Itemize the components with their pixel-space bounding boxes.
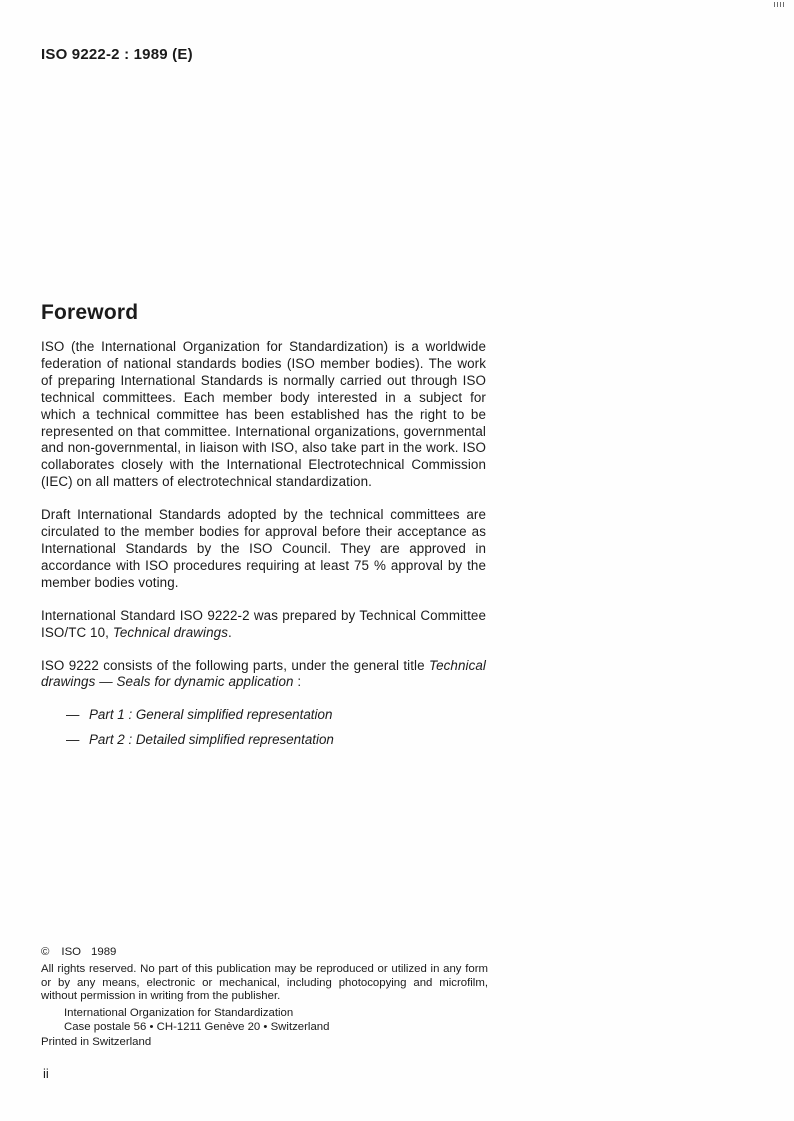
parts-list — [41, 707, 486, 749]
parts-intro-title-italic: Technical drawings — Seals for dynamic application — [41, 657, 486, 690]
committee-suffix: . — [228, 624, 232, 640]
printed-in-line: Printed in Switzerland — [41, 1035, 152, 1048]
list-item-part-2 — [41, 732, 486, 749]
paragraph-parts-intro — [41, 658, 486, 692]
parts-intro-suffix: : — [293, 674, 302, 690]
parts-intro-text: ISO 9222 consists of the following parts, under the general title — [41, 657, 425, 673]
copyright-year: 1989 — [91, 946, 117, 958]
committee-text: International Standard ISO 9222-2 was prepared by Technical Committee ISO/TC 10, — [41, 607, 486, 640]
list-dash: — — [66, 707, 80, 723]
list-dash: — — [66, 732, 80, 748]
copyright-line — [41, 946, 488, 960]
copyright-icon: © — [41, 946, 50, 958]
paragraph-technical-committee — [41, 608, 486, 642]
page-number: ii — [43, 1066, 49, 1081]
publisher-address: Case postale 56 • CH-1211 Genève 20 • Switzerland — [64, 1020, 330, 1033]
paragraph-iso-federation: ISO (the International Organization for Standardization) is a worldwide federation of national standards bodies (ISO member bodies). The work of preparing International Standards is normally carried out through ISO technical committees. Each member body interested in a subject for which a technical committee has been established has the right to be represented on that committee. International organizations, governmental and non-governmental, in liaison with ISO, also take part in the work. ISO collaborates closely with the International Electrotechnical Commission (IEC) on all matters of electrotechnical standardization. — [41, 339, 486, 490]
scan-artifact-mark — [774, 2, 786, 7]
foreword-section — [41, 301, 486, 757]
committee-title-italic: Technical drawings — [112, 624, 229, 640]
copyright-org: ISO — [61, 946, 82, 958]
publisher-block — [64, 1007, 488, 1035]
paragraph-draft-standards: Draft International Standards adopted by the technical committees are circulated to the member bodies for approval before their acceptance as International Standards by the ISO Council. They are approved in accordance with ISO procedures requiring at least 75 % approval by the member bodies voting. — [41, 507, 486, 590]
part-1-label: Part 1 : General simplified representation — [89, 707, 333, 723]
copyright-footer — [41, 946, 488, 1050]
part-2-label: Part 2 : Detailed simplified representation — [89, 732, 334, 748]
rights-reserved-text: All rights reserved. No part of this publication may be reproduced or utilized in any form or by any means, electronic or mechanical, including photocopying and microfilm, without permission in writing from the publisher. — [41, 962, 488, 1003]
list-item-part-1 — [41, 707, 486, 724]
publisher-name: International Organization for Standardization — [64, 1007, 294, 1020]
document-reference-header: ISO 9222-2 : 1989 (E) — [41, 46, 193, 63]
foreword-heading: Foreword — [41, 301, 139, 324]
